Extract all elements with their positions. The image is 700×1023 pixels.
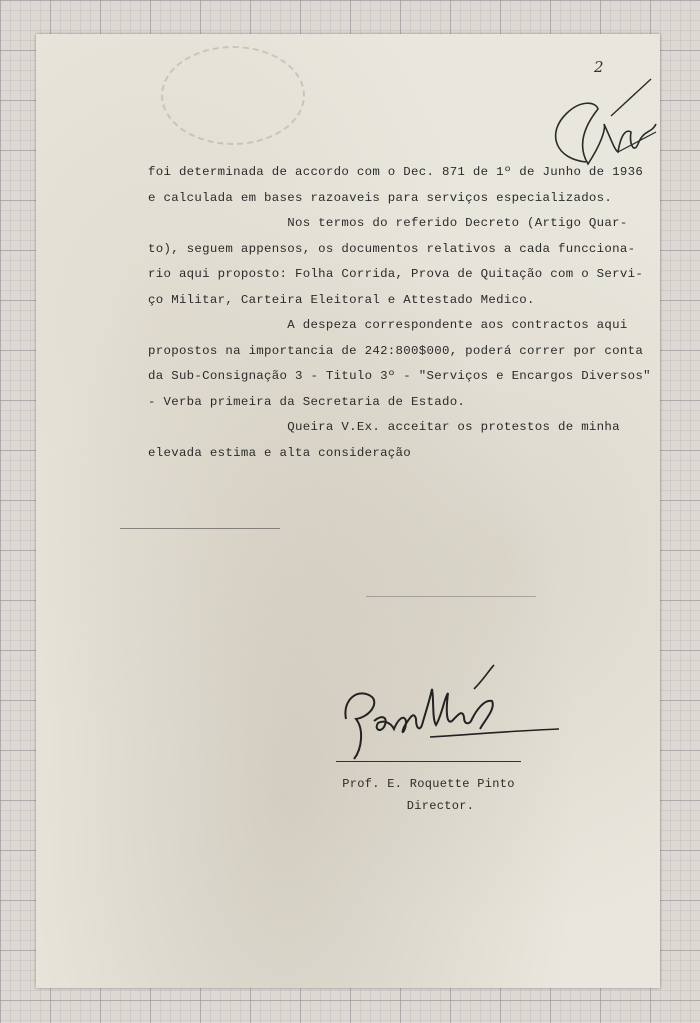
body-line: e calculada em bases razoaveis para serviços especializados. [148,190,613,205]
letter-body [148,160,651,466]
body-line: da Sub-Consignação 3 - Titulo 3º - "Serviços e Encargos Diversos" [148,369,651,383]
body-line: elevada estima e alta consideração [148,445,412,460]
body-line: Queira V.Ex. acceitar os protestos de minha [148,420,620,434]
body-line: propostos na importancia de 242:800$000, poderá correr por conta [148,343,644,358]
signature-line [336,761,521,762]
faint-rule [120,528,280,529]
faded-stamp [161,46,305,145]
body-line: A despeza correspondente aos contractos aqui [148,318,628,332]
body-line: Nos termos do referido Decreto (Artigo Quar- [148,216,628,230]
body-line: foi determinada de accordo com o Dec. 871 de 1º de Junho de 1936 [148,165,644,179]
signer-title: Director. [406,799,475,813]
body-line: - Verba primeira da Secretaria de Estado. [148,394,466,409]
body-line: ço Militar, Carteira Eleitoral e Attestado Medico. [148,292,535,307]
faint-rule [366,596,536,597]
document-page [36,34,660,988]
signer-block [341,773,516,817]
body-line: rio aqui proposto: Folha Corrida, Prova de Quitação com o Servi- [148,267,644,281]
page-number: 2 [594,58,604,76]
body-line: to), seguem appensos, os documentos relativos a cada funcciona- [148,241,636,256]
signer-name: Prof. E. Roquette Pinto [342,777,515,791]
handwritten-signature [334,659,564,769]
